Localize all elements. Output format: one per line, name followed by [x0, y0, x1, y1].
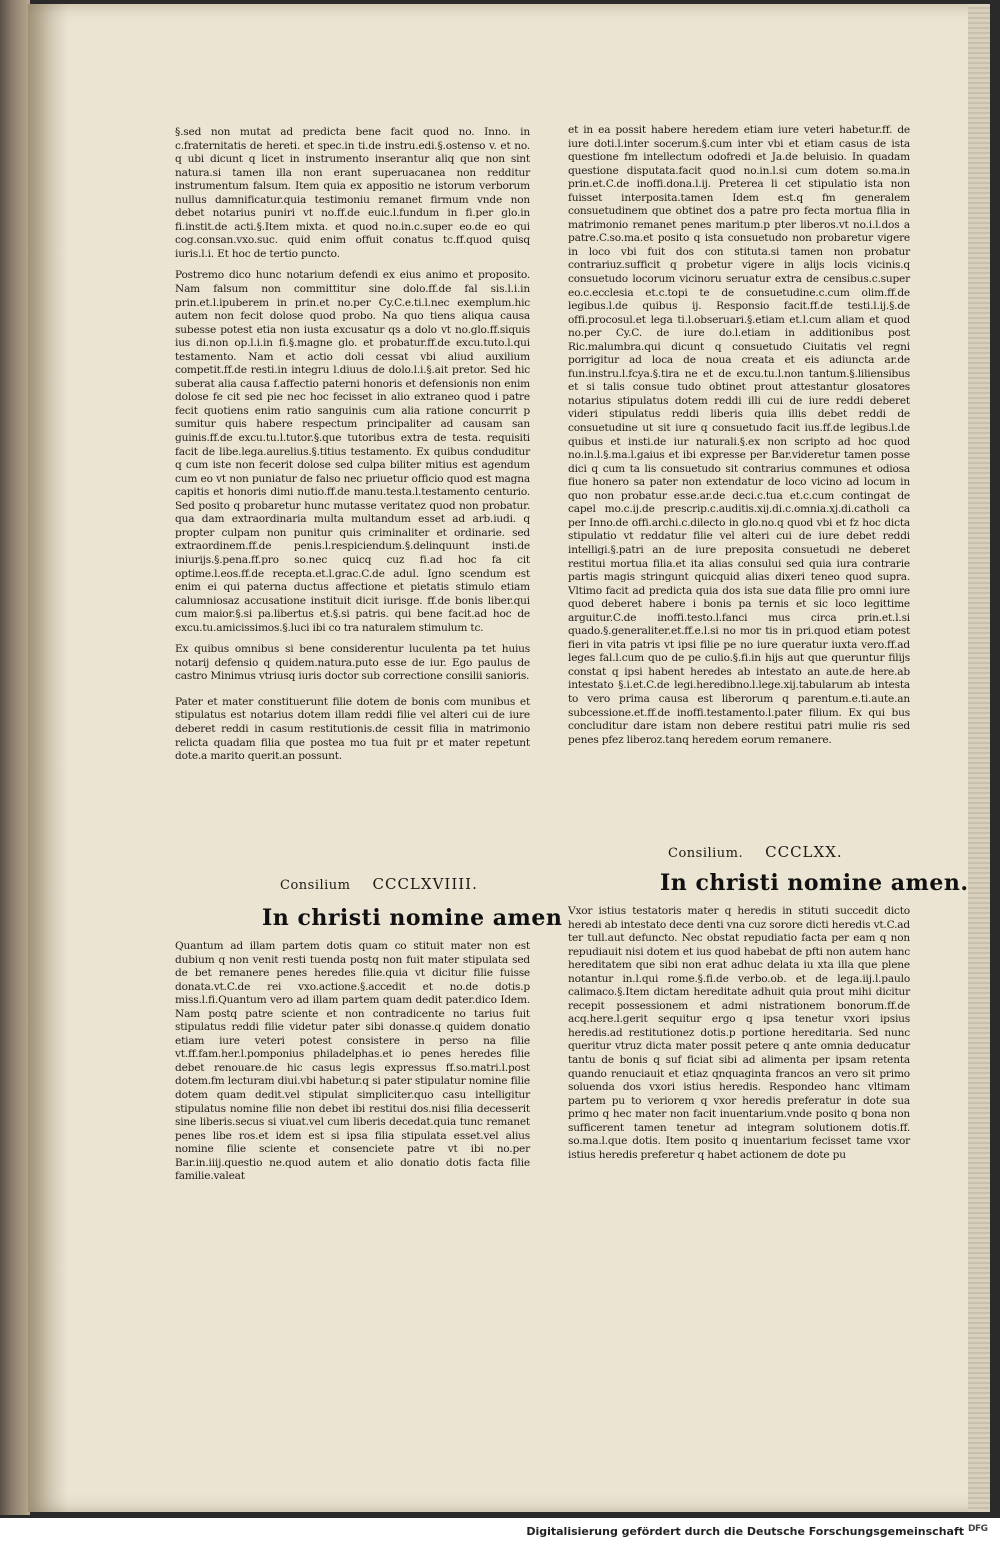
left-column-second-block: [175, 940, 530, 1184]
consilium-number: CCCLXX.: [765, 843, 843, 861]
left-para-2: Postremo dico hunc notarium defendi ex eius animo et proposito. Nam falsum non committitur sine dolo.ff.de fal sis.l.i.in prin.et.l.ipuberem in prin.et no.per Cy.C.e.ti.l.nec exemplum.hic autem non fecit dolose quod probo. Na quo tiens aliqua causa subesse potest etia non iusta excusatur qs a dolo vt no.glo.ff.siquis ius di.non op.l.i.in fi.§.magne glo. et probatur.ff.de excu.tuto.l.qui testamento. Nam et actio doli cessat vbi aliud auxilium competit.ff.de resti.in integru l.diuus de dolo.l.i.§.ait pretor. Sed hic suberat alia causa f.affectio paterni honoris et defensionis non enim dolose fe cit sed pie nec hoc fecisset in alio extraneo quod i patre fecit quotiens enim ratio sanguinis cum alia ratione concurrit p sumitur quis habere respectum principaliter ad causam san guinis.ff.de excu.tu.l.tutor.§.que tutoribus extra de testa. requisiti facit de libe.lega.aurelius.§.titius testamento. Ex quibus conduditur q cum iste non fecerit dolose sed culpa biliter mitius est agendum cum eo vt non puniatur de falso nec priuetur officio quod est magna capitis et honoris dimi nutio.ff.de manu.testa.l.testamento centurio. Sed posito q probaretur hunc mutasse veritatez quod non probatur. qua dam extraordinaria multa multandum esset ad arb.iudi. q propter culpam non punitur quis criminaliter et ordinarie. sed extraordinem.ff.de penis.l.respiciendum.§.delinquunt insti.de iniurijs.§.pena.ff.pro so.nec quicq cuz fi.ad hoc fa cit optime.l.eos.ff.de recepta.et.l.grac.C.de adul. Igno scendum est enim ei qui paterna ductus affectione et pietatis stimulo etiam calumniosaz accusatione instituit dicit iurisge. ff.de bonis liber.qui cum maior.§.si pa.libertus et.§.si patris. qui bene facit.ad hoc de excu.tu.amicissimos.§.luci ibi co tra naturalem stimulum tc.: [175, 269, 530, 634]
right-column: [568, 124, 910, 755]
footer-credit: Digitalisierung gefördert durch die Deutsche Forschungsgemeinschaft: [526, 1525, 964, 1538]
page-gutter-shadow: [28, 4, 68, 1512]
consilium-number: CCCLXVIIII.: [372, 875, 478, 893]
left-para-4: Pater et mater constituerunt filie dotem de bonis com munibus et stipulatus est notarius dotem illam reddi filie vel alteri cui de iure deberet reddi in casum restitutionis.de cessit filia in matrimonio relicta quadam filia que postea mo tua fuit pr et mater repetunt dote.a marito querit.an possunt.: [175, 695, 530, 763]
dfg-logo: DFG: [968, 1524, 988, 1534]
consilium-heading-left: [280, 875, 478, 893]
left-para-1: §.sed non mutat ad predicta bene facit quod no. Inno. in c.fraternitatis de hereti. et spec.in ti.de instru.edi.§.ostenso v. et no. q ubi dicunt q licet in instrumento inserantur aliq que non sint natura.si tamen illa non erant superuacanea non redditur instrumentum falsum. Item quia ex appositio ne istorum verborum nullus damnificatur.quia testimoniu remanet firmum vnde non debet notarius puniri vt no.ff.de euic.l.fundum in fi.per glo.in fi.instit.de acti.§.Item mixta. et quod no.in.c.super eo.de eo qui cog.consan.vxo.suc. quid enim offuit conatus tc.ff.quod quisq iuris.l.i. Et hoc de tertio puncto.: [175, 126, 530, 260]
digitization-footer: [0, 1518, 1000, 1545]
incipit-left: In christi nomine amen: [262, 905, 563, 931]
left-column: [175, 126, 530, 772]
consilium-label: Consilium.: [668, 846, 744, 861]
page-edge-right: [968, 4, 990, 1512]
incipit-right: In christi nomine amen.: [660, 870, 969, 896]
consilium-label: Consilium: [280, 878, 351, 893]
right-para-1: et in ea possit habere heredem etiam iure veteri habetur.ff. de iure doti.l.inter socerum.§.cum inter vbi et etiam casus de ista questione fm intellectum odofredi et Ja.de beluisio. In quadam questione disputata.facit quod no.in.l.si cum dotem so.ma.in prin.et.C.de inoffi.dona.l.ij. Preterea li cet stipulatio ista non fuisset interposita.tamen Idem est.q fm generalem consuetudinem que obtinet dos a patre pro fecta mortua filia in matrimonio remanet penes maritum.p pter liberos.vt no.i.l.dos a patre.C.so.ma.et posito q ista consuetudo non probaretur vigere in loco vbi fuit dos con stituta.si tamen non probatur contrariuz.sufficit q probetur vigere in alijs locis vicinis.q consuetudo locorum vicinoru seruatur extra de censibus.c.super eo.c.ecclesia et.c.topi te de consuetudine.c.cum olim.ff.de legibus.l.de quibus ij. Responsio facit.ff.de testi.l.ij.§.de offi.procosul.et lega ti.l.obseruari.§.etiam et.l.cum aliam et quod no.per Cy.C. de iure do.l.etiam in additionibus post Ric.malumbra.qui dicunt q consuetudo Ciuitatis vel regni porrigitur ad loca de noua creata et eis adiuncta ar.de fun.instru.l.fcya.§.tira ne et de excu.tu.l.non tantum.§.liliensibus et si talis consue tudo obtinet prout attestantur glosatores notarius stipulatus dotem reddi illi cui de iure reddi deberet videri stipulatus reddi liberis quia illis debet reddi de consuetudine ut sit iure q consuetudo facit ius.ff.de legibus.l.de quibus et insti.de iur naturali.§.ex non scripto ad hoc quod no.in.l.§.ma.l.gaius et ibi expresse per Bar.videretur tamen posse dici q cum ta lis consuetudo sit contrarius communes et odiosa fiue honero sa pater non extendatur de loco vicino ad locum in quo non probatur esse.ar.de deci.c.tua et.c.cum contingat de capel mo.c.ij.de prescrip.c.auditis.xij.di.c.omnia.xj.di.catholi ca per Inno.de offi.archi.c.dilecto in glo.no.q quod vbi et fz hoc dicta stipulatio vt reddatur filie vel alteri cui de iure debet reddi intelligi.§.patri an de iure preposita consuetudi ne deberet restitui mortua filia.et ita alias consului sed quia iura contrarie partis magis stringunt quicquid alias dixeri teneo quod supra. Vltimo facit ad predicta quia dos ista sue data filie pro omni iure quod deberet habere i bonis pa ternis et sic loco legittime arguitur.C.de inoffi.testo.l.fanci mus circa prin.et.l.si quado.§.generaliter.et.ff.e.l.si no mor tis in pri.quod etiam potest fieri in vita patris vt ipsi filie pe no iure queratur iuxta vero.ff.ad leges fal.l.cum quo de pe culio.§.fi.in hijs aut que queruntur filijs constat q ipsi habent heredes ab intestato an aute.de here.ab intestato §.i.et.C.de legi.heredibno.l.lege.xij.tabularum ab intesta to vero prima causa est liberorum q parentum.e.ti.aute.an subcessione.et.ff.de inoffi.testamento.l.pater filium. Ex qui bus concluditur dare istam non debere restitui patri mulie ris sed penes pfez liberoz.tanq heredem eorum remanere.: [568, 124, 910, 746]
left-para-5: Quantum ad illam partem dotis quam co stituit mater non est dubium q non venit resti tuenda postq non fuit mater stipulata sed de bet remanere penes heredes filie.quia vt dicitur filie fuisse donata.vt.C.de rei vxo.actione.§.accedit et no.de dotis.p miss.l.fi.Quantum vero ad illam partem quam dedit pater.dico Idem. Nam postq patre sciente et non contradicente no tarius fuit stipulatus reddi filie videtur pater sibi donasse.q quidem donatio etiam iure veteri potest consistere in perso na filie vt.ff.fam.her.l.pomponius philadelphas.et io penes heredes filie debet renouare.de hic casus legis expressus ff.so.matri.l.post dotem.fm lecturam diui.vbi habetur.q si pater stipulatur nomine filie dotem quam dedit.vel stipulat simpliciter.quo casu intelligitur stipulatus nomine filie non debet ibi restitui dos.nisi filia decesserit sine liberis.secus si viuat.vel cum liberis decedat.quia tunc remanet penes libe ros.et idem est si ipsa filia stipulata esset.vel alius nomine filie sciente et consenciete patre vt ibi no.per Bar.in.iiij.questio ne.quod autem et alio donatio dotis facta filie familie.valeat: [175, 940, 530, 1183]
right-column-second-block: [568, 905, 910, 1162]
left-para-3: Ex quibus omnibus si bene considerentur luculenta pa tet huius notarij defensio q quidem.natura.puto esse de iur. Ego paulus de castro Minimus vtriusq iuris doctor sub correctione consilii sanioris.: [175, 643, 530, 683]
consilium-heading-right: [668, 843, 843, 861]
right-para-2: Vxor istius testatoris mater q heredis in stituti succedit dicto heredi ab intestato dece denti vna cuz sorore dicti heredis vt.C.ad ter tull.aut defuncto. Nec obstat repudiatio facta per eam q non repudiauit nisi dotem et ius quod habebat de pfti non autem hanc hereditatem que sibi non erat adhuc delata iu xta illa que plene notantur in.l.qui rome.§.fi.de verbo.ob. et de lega.iij.l.paulo calimaco.§.Item dictam hereditate adhuit quia prout mihi dicitur recepit possessionem et admi nistrationem bonorum.ff.de acq.here.l.gerit sequitur ergo q ipsa tenetur vxori ipsius heredis.ad restitutionez dotis.p portione hereditaria. Sed nunc queritur vtruz dicta mater possit petere q ante omnia deducatur tantu de bonis q suf ficiat sibi ad alimenta per ipsam retenta quando renuciauit et etiaz qnquaginta francos an vero sit primo soluenda dos vxori istius heredis. Respondeo hanc vltimam partem pu to veriorem q vxor heredis preferatur in dote sua primo q hec mater non facit inuentarium.vnde posito q bona non sufficerent tamen tenetur ad integram solutionem dotis.ff. so.ma.l.que dotis. Item posito q inuentarium fecisset tame vxor istius heredis preferetur q habet actionem de dote pu: [568, 905, 910, 1161]
book-edge-left: [0, 0, 30, 1515]
